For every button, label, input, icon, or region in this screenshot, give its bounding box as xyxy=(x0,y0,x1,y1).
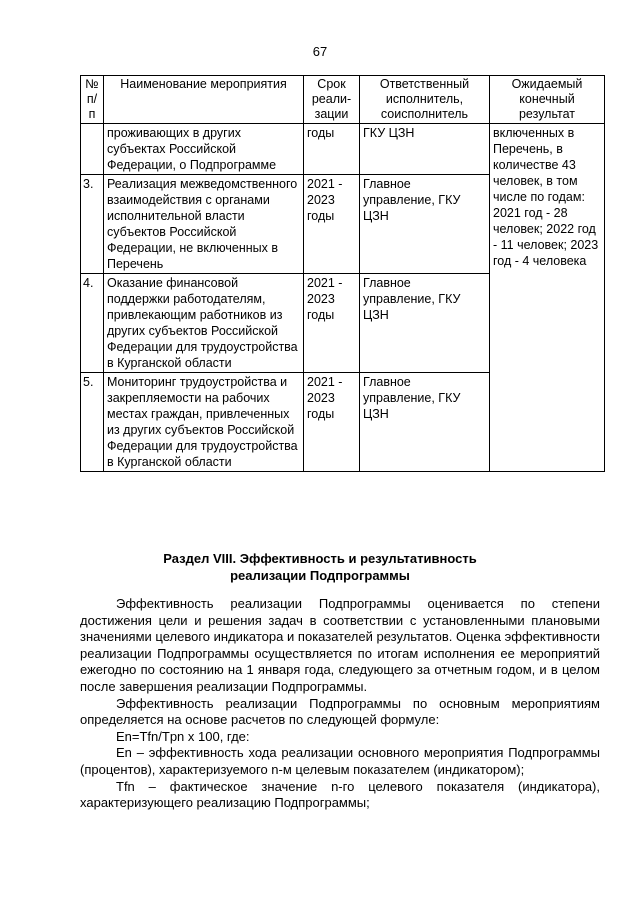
expected-result: включенных в Перечень, в количестве 43 человек, в том числе по годам: 2021 год - 28 человек; 2022 год - 11 человек; 2023 год - 4 человека xyxy=(490,124,605,472)
formula: En=Tfn/Tpn х 100, где: xyxy=(116,728,250,744)
paragraph: Эффективность реализации Подпрограммы оценивается по степени достижения цели и решения задач в соответствии с установленными плановыми значениями целевого индикатора и показателей результатов. Оценка эффективности реализации Подпрограммы осуществляется по итогам исполнения ее мероприятий ежегодно по состоянию на 1 января года, следующего за отчетным годом, и в целом после завершения реализации Подпрограммы. xyxy=(80,596,600,694)
row-term: 2021 - 2023 годы xyxy=(304,175,360,274)
page-number: 67 xyxy=(312,44,328,59)
section-title-line1: Раздел VIII. Эффективность и результативность xyxy=(163,551,477,566)
table-row xyxy=(81,124,605,175)
header-name: Наименование мероприятия xyxy=(104,76,304,124)
section-title-line2: реализации Подпрограммы xyxy=(230,568,410,583)
row-num xyxy=(81,124,104,175)
header-num: № п/п xyxy=(81,76,104,124)
row-term: 2021 - 2023 годы xyxy=(304,274,360,373)
header-executor: Ответственный исполнитель, соисполнитель xyxy=(360,76,490,124)
header-result: Ожидаемый конечный результат xyxy=(490,76,605,124)
body-text xyxy=(80,596,600,812)
row-term: 2021 - 2023 годы xyxy=(304,373,360,472)
row-term: годы xyxy=(304,124,360,175)
row-name: Оказание финансовой поддержки работодателям, привлекающим работников из других субъектов Российской Федерации для трудоустройства в Курганской области xyxy=(104,274,304,373)
row-name: Мониторинг трудоустройства и закрепляемости на рабочих местах граждан, привлеченных из других субъектов Российской Федерации для трудоустройства в Курганской области xyxy=(104,373,304,472)
row-name: Реализация межведомственного взаимодействия с органами исполнительной власти субъектов Российской Федерации, не включенных в Перечень xyxy=(104,175,304,274)
paragraph: En – эффективность хода реализации основного мероприятия Подпрограммы (процентов), характеризуемого n-м целевым показателем (индикатором); xyxy=(80,745,600,777)
section-title xyxy=(0,550,640,584)
row-executor: Главное управление, ГКУ ЦЗН xyxy=(360,274,490,373)
row-num: 3. xyxy=(81,175,104,274)
header-term: Срок реали-зации xyxy=(304,76,360,124)
row-num: 5. xyxy=(81,373,104,472)
row-executor: ГКУ ЦЗН xyxy=(360,124,490,175)
paragraph: Tfn – фактическое значение n-го целевого показателя (индикатора), характеризующего реализацию Подпрограммы; xyxy=(80,778,600,811)
paragraph: Эффективность реализации Подпрограммы по основным мероприятиям определяется на основе расчетов по следующей формуле: xyxy=(80,695,600,728)
row-num: 4. xyxy=(81,274,104,373)
row-name: проживающих в других субъектах Российской Федерации, о Подпрограмме xyxy=(104,124,304,175)
row-executor: Главное управление, ГКУ ЦЗН xyxy=(360,373,490,472)
row-executor: Главное управление, ГКУ ЦЗН xyxy=(360,175,490,274)
table-header-row xyxy=(81,76,605,124)
measures-table xyxy=(80,75,605,472)
